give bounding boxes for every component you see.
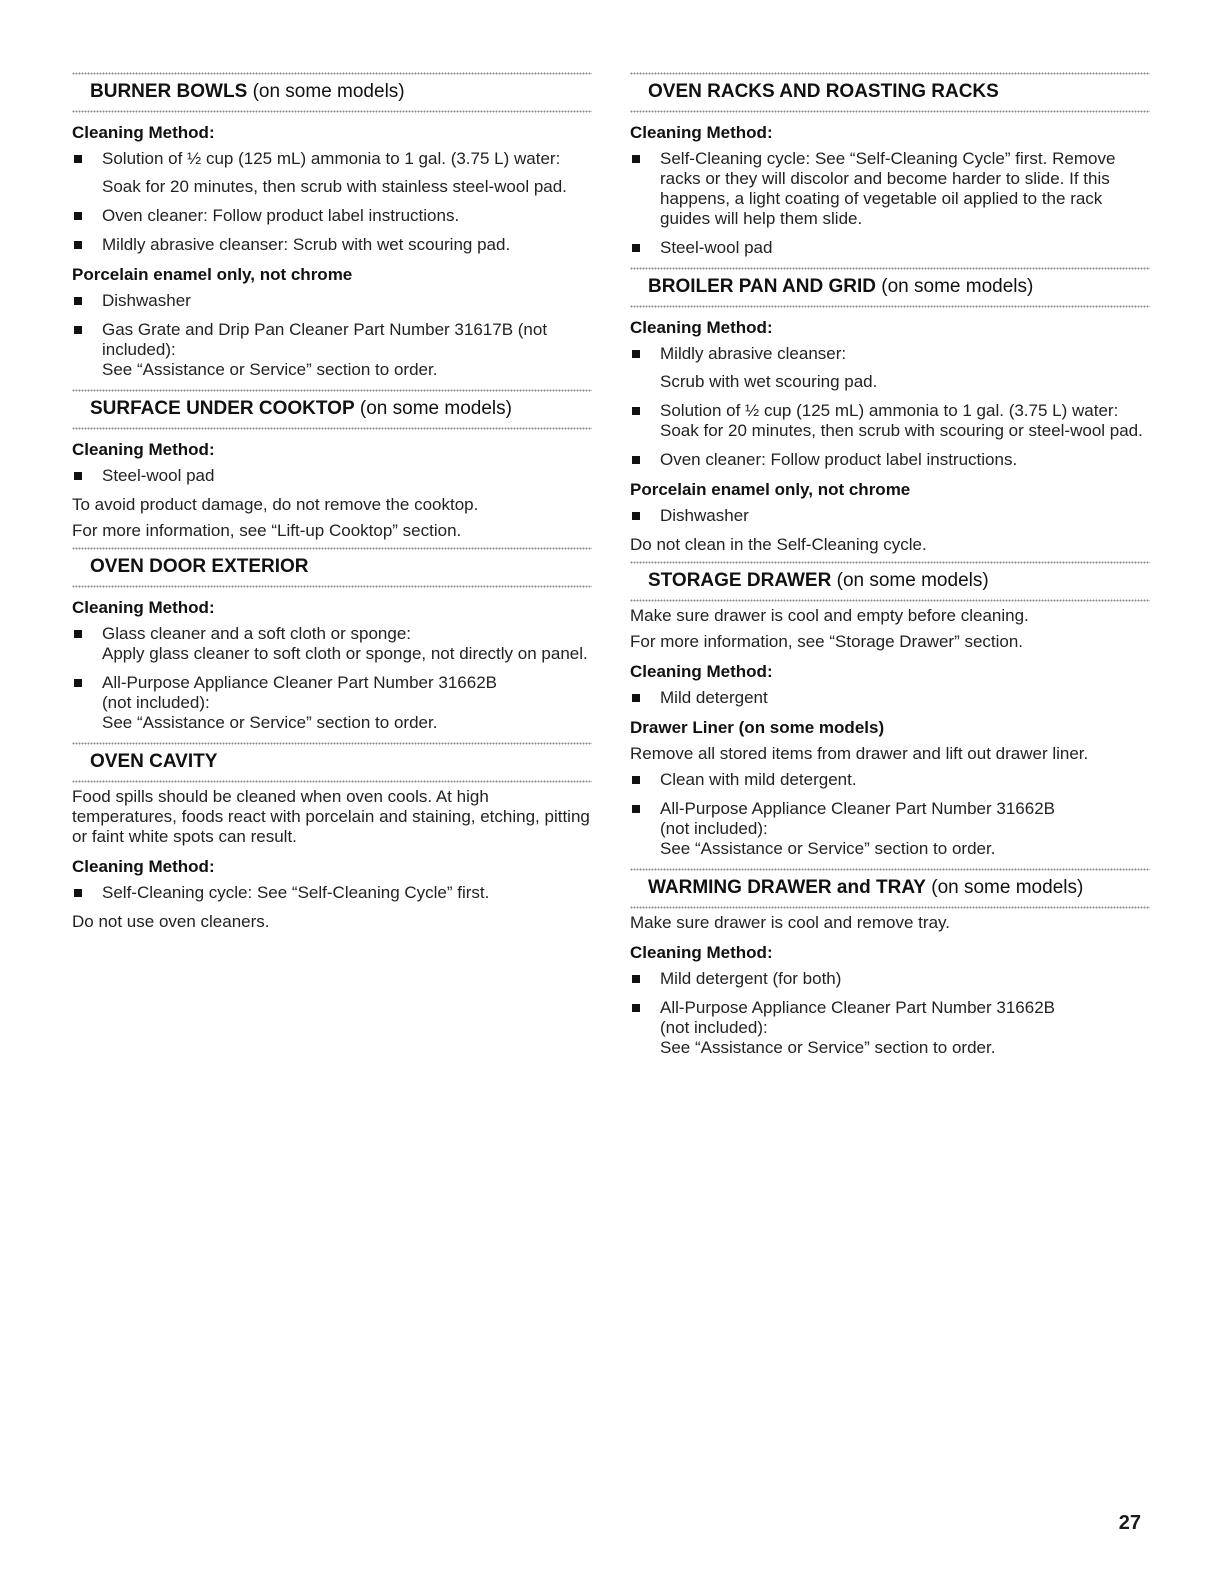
list-item-text: Self-Cleaning cycle: See “Self-Cleaning Cycle” first. Remove racks or they will discolor and become harder to slide. If this happens, a light coating of vegetable oil applied to the rack guides will help them slide.	[660, 149, 1116, 228]
right-column	[630, 72, 1150, 1067]
square-bullet-icon	[74, 297, 82, 305]
bullet-list	[630, 506, 1150, 526]
dotted-rule	[72, 72, 592, 75]
paragraph: Do not clean in the Self-Cleaning cycle.	[630, 535, 927, 554]
bullet-list	[630, 969, 1150, 1058]
bullet-list	[72, 624, 592, 733]
list-item	[630, 238, 1150, 258]
list-item-text: Mildly abrasive cleanser: Scrub with wet scouring pad.	[102, 235, 511, 254]
list-item	[630, 450, 1150, 470]
bullet-list	[72, 149, 592, 255]
paragraph: For more information, see “Storage Drawer” section.	[630, 632, 1024, 651]
list-item-text: Gas Grate and Drip Pan Cleaner Part Number 31617B (not included):	[102, 320, 548, 359]
list-item-text: Solution of ½ cup (125 mL) ammonia to 1 gal. (3.75 L) water:	[102, 149, 561, 168]
square-bullet-icon	[74, 212, 82, 220]
subheading: Cleaning Method:	[72, 598, 215, 617]
section-title-note: (on some models)	[881, 276, 1034, 297]
square-bullet-icon	[632, 1004, 640, 1012]
page-number: 27	[1118, 1512, 1141, 1534]
dotted-rule	[630, 599, 1150, 602]
subheading: Cleaning Method:	[72, 440, 215, 459]
subheading: Cleaning Method:	[630, 123, 773, 142]
list-item	[72, 466, 592, 486]
section-surface-under-cooktop	[72, 389, 592, 541]
list-item-text: Soak for 20 minutes, then scrub with stainless steel-wool pad.	[102, 177, 567, 196]
square-bullet-icon	[74, 472, 82, 480]
paragraph: To avoid product damage, do not remove the cooktop.	[72, 495, 479, 514]
square-bullet-icon	[632, 407, 640, 415]
dotted-rule	[630, 72, 1150, 75]
square-bullet-icon	[632, 694, 640, 702]
section-oven-cavity	[72, 742, 592, 932]
section-title-main: OVEN CAVITY	[90, 751, 218, 772]
section-title-note: (on some models)	[359, 398, 512, 419]
paragraph: For more information, see “Lift-up Cooktop” section.	[72, 521, 462, 540]
dotted-rule	[72, 585, 592, 588]
bullet-list	[630, 344, 1150, 470]
list-item-text: Dishwasher	[660, 506, 749, 525]
subheading: Cleaning Method:	[630, 318, 773, 337]
list-item	[630, 799, 1150, 859]
dotted-rule	[72, 110, 592, 113]
section-title-note: (on some models)	[931, 877, 1084, 898]
dotted-rule	[72, 389, 592, 392]
section-title	[648, 81, 1150, 103]
square-bullet-icon	[74, 889, 82, 897]
list-item-text: Solution of ½ cup (125 mL) ammonia to 1 gal. (3.75 L) water:	[660, 401, 1119, 420]
list-item-text: All-Purpose Appliance Cleaner Part Number 31662B	[102, 673, 498, 692]
square-bullet-icon	[632, 975, 640, 983]
list-item	[72, 673, 592, 733]
paragraph: Make sure drawer is cool and remove tray.	[630, 913, 950, 932]
section-title-main: BROILER PAN AND GRID	[648, 276, 876, 297]
list-item-text: All-Purpose Appliance Cleaner Part Number 31662B	[660, 799, 1056, 818]
section-broiler-pan-and-grid	[630, 267, 1150, 555]
bullet-list	[72, 883, 592, 903]
square-bullet-icon	[632, 350, 640, 358]
dotted-rule	[630, 305, 1150, 308]
dotted-rule	[630, 868, 1150, 871]
square-bullet-icon	[632, 155, 640, 163]
subheading: Drawer Liner (on some models)	[630, 718, 885, 737]
bullet-list	[630, 770, 1150, 859]
list-item-text: Mild detergent	[660, 688, 768, 707]
list-item-text: Steel-wool pad	[102, 466, 215, 485]
section-title-main: WARMING DRAWER and TRAY	[648, 877, 926, 898]
square-bullet-icon	[74, 630, 82, 638]
list-item-text: Glass cleaner and a soft cloth or sponge:	[102, 624, 412, 643]
list-item-text: See “Assistance or Service” section to order.	[102, 713, 438, 732]
list-item	[72, 883, 592, 903]
bullet-list	[72, 466, 592, 486]
section-title	[648, 276, 1150, 298]
list-item-text: Dishwasher	[102, 291, 191, 310]
section-title	[90, 81, 592, 103]
square-bullet-icon	[632, 512, 640, 520]
list-item	[630, 688, 1150, 708]
subheading: Porcelain enamel only, not chrome	[630, 480, 911, 499]
bullet-list	[72, 291, 592, 380]
list-item	[630, 506, 1150, 526]
paragraph: Do not use oven cleaners.	[72, 912, 270, 931]
section-title	[90, 556, 592, 578]
section-title	[90, 751, 592, 773]
dotted-rule	[72, 742, 592, 745]
dotted-rule	[630, 110, 1150, 113]
list-item-text: Steel-wool pad	[660, 238, 773, 257]
list-item-text: See “Assistance or Service” section to order.	[660, 839, 996, 858]
bullet-list	[630, 688, 1150, 708]
list-item-text: Oven cleaner: Follow product label instructions.	[102, 206, 460, 225]
dotted-rule	[630, 267, 1150, 270]
square-bullet-icon	[74, 241, 82, 249]
list-item	[72, 206, 592, 226]
square-bullet-icon	[632, 776, 640, 784]
section-warming-drawer-and-tray	[630, 868, 1150, 1058]
list-item-text: (not included):	[660, 1018, 768, 1037]
left-column	[72, 72, 592, 938]
list-item	[72, 149, 592, 197]
list-item-text: Soak for 20 minutes, then scrub with scouring or steel-wool pad.	[660, 421, 1143, 440]
list-item	[630, 969, 1150, 989]
section-title-main: BURNER BOWLS	[90, 81, 248, 102]
paragraph: Food spills should be cleaned when oven cools. At high temperatures, foods react with porcelain and staining, etching, pitting or faint white spots can result.	[72, 787, 590, 846]
list-item	[72, 624, 592, 664]
section-title-main: SURFACE UNDER COOKTOP	[90, 398, 355, 419]
list-item-text: Clean with mild detergent.	[660, 770, 857, 789]
subheading: Cleaning Method:	[630, 662, 773, 681]
section-title-main: STORAGE DRAWER	[648, 570, 832, 591]
paragraph: Make sure drawer is cool and empty before cleaning.	[630, 606, 1029, 625]
list-item-text: See “Assistance or Service” section to order.	[660, 1038, 996, 1057]
square-bullet-icon	[632, 456, 640, 464]
list-item-text: All-Purpose Appliance Cleaner Part Number 31662B	[660, 998, 1056, 1017]
list-item-text: (not included):	[102, 693, 210, 712]
list-item	[630, 149, 1150, 229]
dotted-rule	[630, 561, 1150, 564]
list-item-text: Self-Cleaning cycle: See “Self-Cleaning Cycle” first.	[102, 883, 490, 902]
dotted-rule	[72, 547, 592, 550]
list-item	[630, 770, 1150, 790]
subheading: Cleaning Method:	[630, 943, 773, 962]
square-bullet-icon	[632, 244, 640, 252]
section-title	[648, 570, 1150, 592]
list-item-text: Mild detergent (for both)	[660, 969, 842, 988]
square-bullet-icon	[632, 805, 640, 813]
section-title	[648, 877, 1150, 899]
list-item	[630, 344, 1150, 392]
section-title-note: (on some models)	[252, 81, 405, 102]
list-item-text: Mildly abrasive cleanser:	[660, 344, 847, 363]
dotted-rule	[630, 906, 1150, 909]
dotted-rule	[72, 427, 592, 430]
dotted-rule	[72, 780, 592, 783]
list-item-text: Oven cleaner: Follow product label instructions.	[660, 450, 1018, 469]
subheading: Porcelain enamel only, not chrome	[72, 265, 353, 284]
subheading: Cleaning Method:	[72, 857, 215, 876]
list-item-text: See “Assistance or Service” section to order.	[102, 360, 438, 379]
section-title-note: (on some models)	[836, 570, 989, 591]
subheading: Cleaning Method:	[72, 123, 215, 142]
square-bullet-icon	[74, 326, 82, 334]
paragraph: Remove all stored items from drawer and lift out drawer liner.	[630, 744, 1089, 763]
list-item	[72, 320, 592, 380]
section-title-main: OVEN DOOR EXTERIOR	[90, 556, 309, 577]
section-oven-racks-and-roasting-racks	[630, 72, 1150, 258]
section-title-main: OVEN RACKS AND ROASTING RACKS	[648, 81, 999, 102]
square-bullet-icon	[74, 155, 82, 163]
square-bullet-icon	[74, 679, 82, 687]
section-burner-bowls	[72, 72, 592, 380]
list-item-text: (not included):	[660, 819, 768, 838]
list-item	[630, 401, 1150, 441]
section-title	[90, 398, 592, 420]
bullet-list	[630, 149, 1150, 258]
list-item	[72, 291, 592, 311]
list-item	[630, 998, 1150, 1058]
section-storage-drawer	[630, 561, 1150, 859]
section-oven-door-exterior	[72, 547, 592, 733]
list-item-text: Scrub with wet scouring pad.	[660, 372, 878, 391]
list-item	[72, 235, 592, 255]
list-item-text: Apply glass cleaner to soft cloth or sponge, not directly on panel.	[102, 644, 588, 663]
